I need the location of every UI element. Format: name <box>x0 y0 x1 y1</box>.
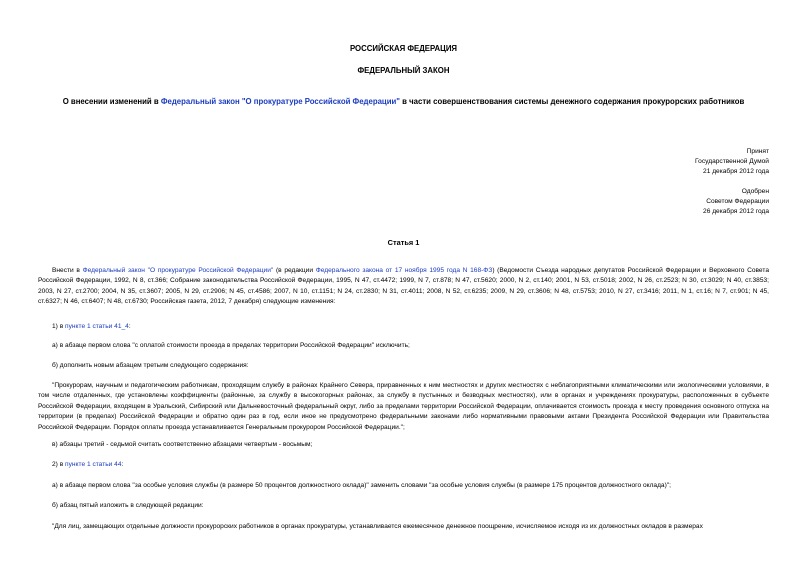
item2-text-b: : <box>121 461 124 468</box>
title-prefix: О внесении изменений в <box>62 97 161 106</box>
adopted-line2: Государственной Думой <box>695 158 769 166</box>
header-country: РОССИЙСКАЯ ФЕДЕРАЦИЯ <box>349 44 458 53</box>
item-2b: б) абзац пятый изложить в следующей редакции: <box>52 502 204 509</box>
item1-link[interactable]: пункте 1 статьи 41_4 <box>65 323 129 330</box>
approved-line3: 26 декабря 2012 года <box>703 208 769 216</box>
item-2a: а) в абзаце первом слова "за особые условия службы (в размере 50 процентов должностного оклада)" заменить словами "за особые условия службы (в размере 175 процентов должностного оклада)"; <box>52 482 671 489</box>
item1-text-b: : <box>128 323 131 330</box>
p1-text-a: Внести в <box>52 267 83 274</box>
item-2 <box>38 460 769 470</box>
quote-1: "Прокурорам, научным и педагогическим работникам, проходящим службу в районах Крайнего Севера, приравненных к ним местностях и других местностях с неблагоприятными климатическими или экологическими условиями, в том числе отдаленных, где установлены коэффициенты (районные, за службу в высокогорных районах, за службу в пустынных и безводных местностях), или в органах и учреждениях прокуратуры, расположенных в субъекте Российской Федерации, входящем в Уральский, Сибирский или Дальневосточный федеральный округ, либо за пределами территории Российской Федерации, оплачивается стоимость проезда к месту проведения основного отпуска на территории (в пределах) Российской Федерации и обратно один раз в год, если иное не предусмотрено федеральными законами либо нормативными правовыми актами Президента Российской Федерации или Правительства Российской Федерации. Порядок оплаты проезда устанавливается Генеральным прокурором Российской Федерации."; <box>38 382 769 431</box>
item2-text-a: 2) в <box>52 461 66 468</box>
p1-text-c: ) (Ведомости Съезда народных депутатов Российской Федерации и Верховного Совета Российской Федерации, 1992, N 8, ст.366; Собрание законодательства Российской Федерации, 1995, N 47, ст.4472; 1999, N 7, ст.878; N 47, ст.5620; 2000, N 2, ст.140; 2001, N 53, ст.5018; 2002, N 26, ст.2523; N 30, ст.3029; N 40, ст.3853; 2003, N 27, ст.2700; 2004, N 35, ст.3607; 2005, N 29, ст.2906; N 45, ст.4586; 2007, N 10, ст.1151; N 24, ст.2830; N 31, ст.4011; 2008, N 52, ст.6235; 2009, N 29, ст.3606; N 48, ст.5753; 2010, N 27, ст.3416; 2011, N 1, ст.16; N 7, ст.901; N 45, ст.6327; N 46, ст.6407; N 48, ст.6730; Российская газета, 2012, 7 декабря) следующие изменения: <box>38 267 769 306</box>
adopted-line1: Принят <box>746 148 769 155</box>
approved-line1: Одобрен <box>741 188 769 195</box>
p1-amendment-link[interactable]: Федерального закона от 17 ноября 1995 года N 168-ФЗ <box>315 267 493 274</box>
quote-2: "Для лиц, замещающих отдельные должности прокурорских работников в органах прокуратуры, устанавливается ежемесячное денежное поощрение, исчисляемое исходя из их должностных окладов в размерах <box>52 523 703 530</box>
p1-law-link[interactable]: Федеральный закон "О прокуратуре Российской Федерации" <box>82 267 274 274</box>
item-1 <box>38 322 769 332</box>
item2-link[interactable]: пункте 1 статьи 44 <box>65 461 122 468</box>
item-1a: а) в абзаце первом слова "с оплатой стоимости проезда в пределах территории Российской Федерации" исключить; <box>52 342 410 349</box>
p1-text-b: (в редакции <box>273 267 316 274</box>
adopted-line3: 21 декабря 2012 года <box>703 168 769 176</box>
item1-text-a: 1) в <box>52 323 66 330</box>
approved-line2: Советом Федерации <box>706 198 769 206</box>
header-doctype: ФЕДЕРАЛЬНЫЙ ЗАКОН <box>357 66 450 75</box>
paragraph-intro <box>38 266 769 308</box>
approved-block <box>703 187 769 218</box>
title-law-link[interactable]: Федеральный закон "О прокуратуре Российской Федерации" <box>160 97 400 106</box>
document-title <box>38 96 769 107</box>
item-1b: б) дополнить новым абзацем третьим следующего содержания: <box>52 362 249 369</box>
adopted-block <box>695 147 769 178</box>
item-1c: в) абзацы третий - седьмой считать соответственно абзацами четвертым - восьмым; <box>52 441 313 448</box>
article-heading: Статья 1 <box>387 238 420 247</box>
title-suffix: в части совершенствования системы денежного содержания прокурорских работников <box>400 97 745 106</box>
